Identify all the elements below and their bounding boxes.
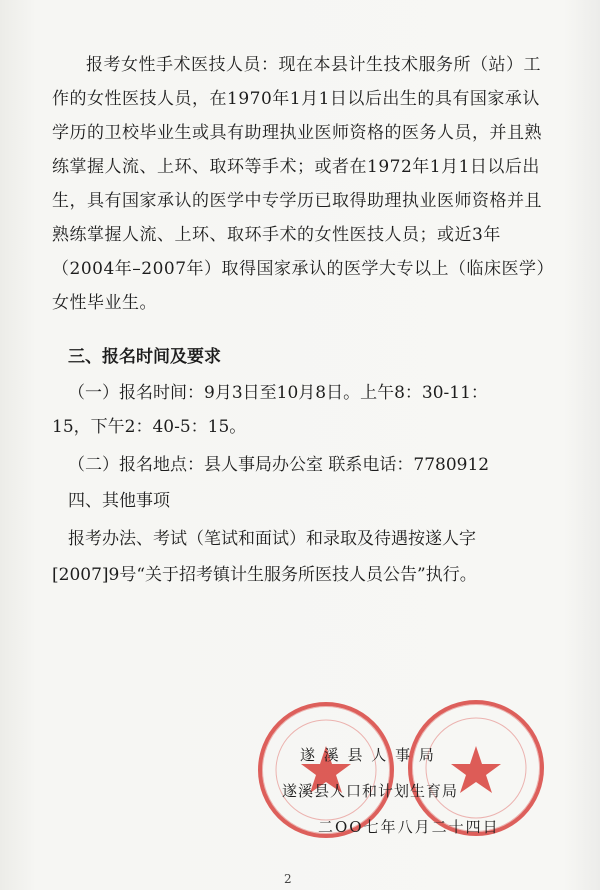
- signature-date: 二OO七年八月二十四日: [318, 818, 500, 836]
- registration-time-line2: 15，下午2：40-5：15。: [52, 417, 247, 437]
- seal-star-icon: [412, 704, 540, 832]
- other-matters-line2: [2007]9号“关于招考镇计生服务所医技人员公告”执行。: [52, 565, 477, 585]
- seal-star-icon: [262, 706, 390, 834]
- section4-heading: 四、其他事项: [68, 491, 170, 511]
- other-matters-line1: 报考办法、考试（笔试和面试）和录取及待遇按遂人字: [68, 529, 476, 549]
- registration-place-line: （二）报名地点：县人事局办公室 联系电话：7780912: [68, 455, 490, 475]
- female-staff-text: 报考女性手术医技人员：现在本县计生技术服务所（站）工作的女性医技人员，在1970年1月1日以后出生的具有国家承认学历的卫校毕业生或具有助理执业医师资格的医务人员，并且熟练掌握人流、上环、取环等手术；或者在1972年1月1日以后出生，具有国家承认的医学中专学历已取得助理执业医师资格并且熟练掌握人流、上环、取环手术的女性医技人员；或近3年（2004年–2007年）取得国家承认的医学大专以上（临床医学）女性毕业生。: [52, 55, 546, 313]
- section3-heading: 三、报名时间及要求: [68, 347, 221, 367]
- registration-time-line1: （一）报名时间：9月3日至10月8日。上午8：30-11：: [68, 383, 488, 403]
- page-number: 2: [284, 872, 292, 886]
- signature-org1: 遂 溪 县 人 事 局: [300, 746, 436, 764]
- signature-org2: 遂溪县人口和计划生育局: [282, 782, 459, 800]
